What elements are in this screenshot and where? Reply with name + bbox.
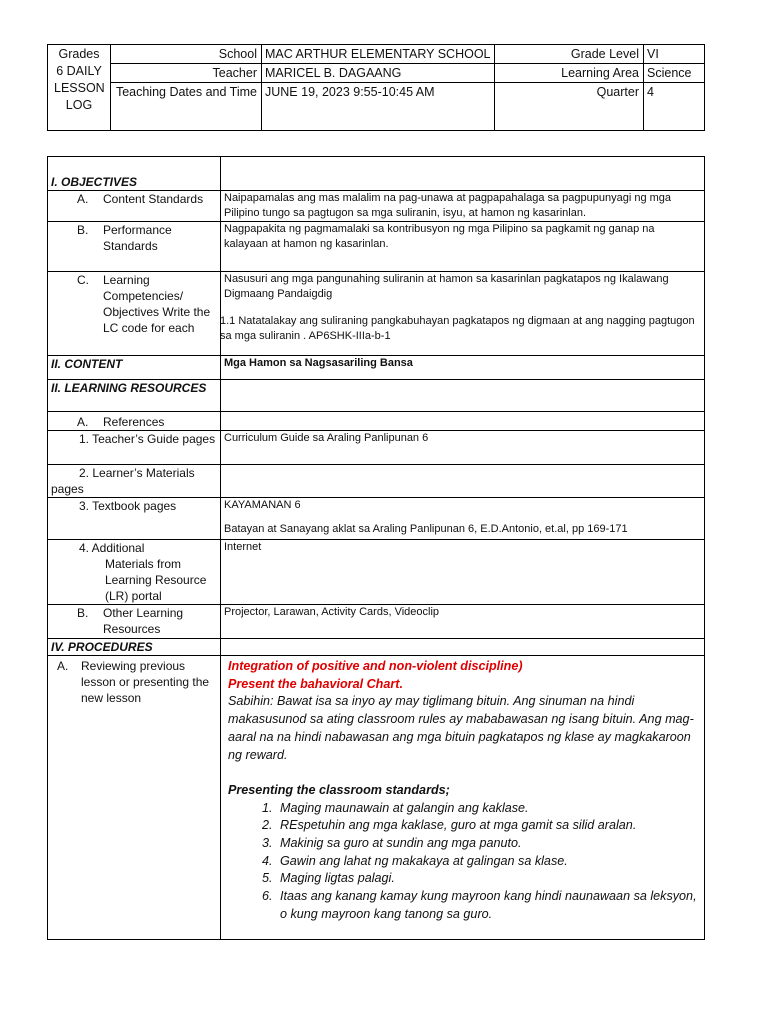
quarter-label: Quarter	[495, 83, 644, 131]
competencies-marker: C.	[77, 273, 89, 287]
textbook-label: 3. Textbook pages	[79, 499, 177, 513]
objectives-title: I. OBJECTIVES	[51, 175, 138, 189]
quarter-value: 4	[644, 83, 705, 131]
integration-heading: Integration of positive and non-violent discipline)	[228, 659, 523, 673]
content-title: II. CONTENT	[51, 357, 123, 371]
competencies-label: Learning Competencies/ Objectives Write the LC code for each	[103, 273, 211, 335]
performance-standards-marker: B.	[77, 223, 89, 237]
learning-area-label: Learning Area	[495, 64, 644, 83]
references-marker: A.	[77, 415, 89, 429]
teachers-guide-value: Curriculum Guide sa Araling Panlipunan 6	[221, 431, 705, 465]
sabihin-text: Sabihin: Bawat isa sa inyo ay may tiglimang bituin. Ang sinuman na hindi makasusunod sa ating classroom rules ay mababawasan ng isang bituin. Ang mag-aaral na na hindi nabawasan ang mga bituin pagkatapos ng klase ay magkakaroon ng reward.	[228, 694, 694, 762]
procedures-title: IV. PROCEDURES	[51, 640, 153, 654]
textbook-value-1: KAYAMANAN 6	[224, 499, 301, 511]
standard-item: 2. REspetuhin ang mga kaklase, guro at mga gamit sa silid aralan.	[276, 817, 701, 835]
procedure-a-label: Reviewing previous lesson or presenting the new lesson	[81, 659, 210, 705]
performance-standards-cell	[48, 222, 221, 272]
other-resources-value: Projector, Larawan, Activity Cards, Videoclip	[221, 605, 705, 639]
standards-title: Presenting the classroom standards;	[228, 782, 450, 797]
competencies-value-2: 1.1 Natatalakay ang suliraning pangkabuhayan pagkatapos ng digmaan at ang nagging pagtugon sa mga suliranin . AP6SHK-IIIa-b-1	[220, 315, 695, 342]
references-label: References	[103, 415, 165, 429]
competencies-value-1: Nasusuri ang mga pangunahing suliranin at hamon sa kasarinlan pagkatapos ng Ikalawang Digmaang Pandaigdig	[224, 273, 669, 300]
standard-item: 4. Gawin ang lahat ng makakaya at galingan sa klase.	[276, 853, 701, 871]
school-label: School	[111, 45, 262, 64]
standards-list	[228, 800, 701, 924]
standard-item: 6. Itaas ang kanang kamay kung mayroon kang hindi naunawaan sa leksyon, o kung mayroon kang tanong sa guro.	[276, 888, 701, 923]
content-standards-cell	[48, 191, 221, 222]
standard-item: 3. Makinig sa guro at sundin ang mga panuto.	[276, 835, 701, 853]
resources-title: II. LEARNING RESOURCES	[51, 381, 207, 395]
grade-level-label: Grade Level	[495, 45, 644, 64]
content-standards-marker: A.	[77, 192, 89, 206]
learners-materials-label: 2. Learner’s Materials pages	[51, 466, 195, 496]
learners-materials-value	[221, 465, 705, 498]
content-standards-label: Content Standards	[103, 192, 204, 206]
performance-standards-value: Nagpapakita ng pagmamalaki sa kontribusyon ng mga Pilipino sa pagkamit ng ganap na kalayaan at hamon ng kasarinlan.	[221, 222, 705, 272]
teacher-label: Teacher	[111, 64, 262, 83]
additional-materials-label-2: Materials from Learning Resource (LR) portal	[105, 557, 207, 603]
school-value: MAC ARTHUR ELEMENTARY SCHOOL	[262, 45, 495, 64]
dates-value: JUNE 19, 2023 9:55-10:45 AM	[262, 83, 495, 131]
standard-item: 1. Maging maunawain at galangin ang kaklase.	[276, 800, 701, 818]
additional-materials-value: Internet	[221, 540, 705, 605]
competencies-cell	[48, 272, 221, 356]
other-resources-label: Other Learning Resources	[103, 606, 184, 636]
grades-label: Grades 6 DAILY LESSON LOG	[48, 45, 111, 131]
dates-label: Teaching Dates and Time	[111, 83, 262, 131]
learning-area-value: Science	[644, 64, 705, 83]
header-table	[47, 44, 705, 131]
other-resources-marker: B.	[77, 606, 89, 620]
additional-materials-label: 4. Additional	[79, 541, 145, 555]
textbook-value-2: Batayan at Sanayang aklat sa Araling Panlipunan 6, E.D.Antonio, et.al, pp 169-171	[224, 523, 628, 535]
procedure-a-content	[221, 656, 705, 940]
standard-item: 5. Maging ligtas palagi.	[276, 870, 701, 888]
procedure-a-marker: A.	[57, 659, 69, 673]
performance-standards-label: Performance Standards	[103, 223, 172, 253]
grade-level-value: VI	[644, 45, 705, 64]
content-value: Mga Hamon sa Nagsasariling Bansa	[221, 356, 705, 380]
lesson-log-table	[47, 156, 705, 940]
teacher-value: MARICEL B. DAGAANG	[262, 64, 495, 83]
behavioral-chart-heading: Present the bahavioral Chart.	[228, 676, 403, 691]
competencies-value-cell	[221, 272, 705, 356]
content-standards-value: Naipapamalas ang mas malalim na pag-unawa at pagpapahalaga sa pagpupunyagi ng mga Pilipino tungo sa pagtugon sa mga suliranin, isyu, at hamon ng kasarinlan.	[221, 191, 705, 222]
teachers-guide-label: 1. Teacher’s Guide pages	[79, 432, 216, 446]
